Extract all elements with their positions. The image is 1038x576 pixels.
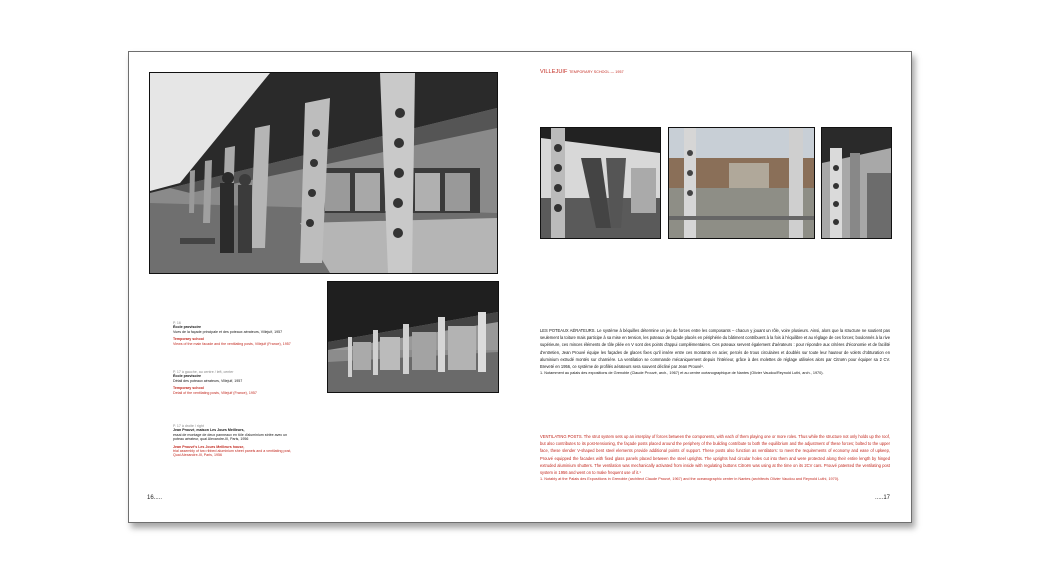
caption-location: P. 16	[173, 321, 181, 325]
page-number-right: .....17	[875, 495, 891, 501]
detail-photo-center	[668, 127, 815, 239]
caption-en-text: Detail of the ventilating posts, Villejuif (France), 1957	[173, 390, 257, 395]
header-subtitle: TEMPORARY SCHOOL — 1957	[569, 70, 624, 74]
caption-location: P. 17 à droite / right	[173, 424, 204, 428]
en-paragraph: The strut system sets up an interplay of forces between the components, with each of them playing one or more roles. Thus while the structure not only holds up the roof, but also contributes to its post-tensioning, the façade posts placed around the periphery of the building contribute to both the equilibrium and the adjustment of these forces; bolted to the upper face, these slender V-shaped bent steel elements provide additional points of support. These posts also function as ventilators: to meet the requirements of economy and ease of upkeep, Prouvé equipped the facades with fixed glass panels placed between the steel uprights. The uprights had circular holes cut into them and were protected along their entire length by hinged extruded aluminium shutters. The ventilation was mechanically activated from inside with regulating buttons Citroën was using at the time on its 2CV cars. Prouvé patented the ventilating post system in 1956 and went on to make frequent use of it.¹	[540, 434, 890, 476]
detail-photo-right	[821, 127, 892, 239]
fr-lead: LES POTEAUX AÉRATEURS.	[540, 328, 596, 333]
caption-fr-text: essai de montage de deux panneaux en tôle d'aluminium striée avec un poteau aérateur, quai Alexandre-III, Paris, 1956	[173, 432, 288, 442]
caption-1	[173, 321, 293, 349]
detail-photo-left	[540, 127, 661, 239]
caption-fr-title: École provisoire	[173, 374, 201, 379]
caption-en-title: Jean Prouvé's Les Jours Meilleurs house,	[173, 444, 245, 449]
book-spread	[128, 51, 912, 523]
en-footnote: 1. Notably at the Palais des Expositions in Grenoble (architect Claude Prouvé, 1967) and the oceanographic center in Nantes (architects Olivier Vaudou and Reynold Luthi, 1970).	[540, 477, 840, 482]
caption-fr-title: École provisoire	[173, 325, 201, 330]
caption-fr-title: Jean Prouvé, maison Les Jours Meilleurs,	[173, 428, 245, 433]
page-number-left: 16.....	[147, 495, 163, 501]
caption-fr-text: Vues de la façade principale et des poteaux aérateurs, Villejuif, 1957	[173, 329, 283, 334]
body-text-french	[540, 327, 890, 376]
en-lead: VENTILATING POSTS.	[540, 434, 583, 439]
caption-en-text: trial assembly of two ribbed aluminium sheet panels and a ventilating post, Quai Alexandre-III, Paris, 1956	[173, 449, 292, 458]
caption-3	[173, 424, 293, 461]
fr-paragraph: Le système à béquilles détermine un jeu de forces entre les composants – chacun y jouant un rôle, voire plusieurs. Ainsi, alors que la structure ne soutient pas seulement la toiture mais participe à sa mise en tension, les poteaux de façade placés en périphérie du bâtiment contribuent à la fois à l'équilibre et au réglage de ces forces; boulonnés à la rive supérieure, ces minces éléments de tôle pliée en V sont des points d'appui complémentaires. Ces poteaux servent également d'aérateurs : pour répondre aux critères d'économie et de facilité d'entretien, Jean Prouvé équipe les façades de glaces fixes qu'il insère entre ces montants en acier, percés de trous circulaires et doublés sur toute leur hauteur de volets d'obturation en aluminium extrudé montés sur charnière. La ventilation se commande mécaniquement depuis l'intérieur, grâce à des molettes de réglage utilisées alors par Citroën pour équiper sa 2 CV. Breveté en 1956, ce système de profilés aérateurs sera souvent décliné par Jean Prouvé¹.	[540, 328, 890, 370]
chapter-header	[540, 69, 624, 75]
caption-fr-text: Détail des poteaux aérateurs, Villejuif, 1957	[173, 378, 243, 383]
fr-footnote: 1. Notamment au palais des expositions de Grenoble (Claude Prouvé, arch., 1967) et au centre océanographique de Nantes (Olivier Vaudou/Reynold Luthi, arch., 1970).	[540, 371, 824, 376]
caption-en-title: Temporary school	[173, 386, 204, 391]
header-title: VILLEJUIF	[540, 69, 568, 75]
caption-location: P. 17 à gauche, au centre / left, center	[173, 370, 234, 374]
caption-en-title: Temporary school	[173, 337, 204, 342]
main-photo	[149, 72, 498, 274]
caption-2	[173, 370, 293, 398]
secondary-photo	[327, 281, 499, 393]
caption-en-text: Views of the main facade and the ventilating posts, Villejuif (France), 1957	[173, 341, 291, 346]
body-text-english	[540, 433, 890, 482]
